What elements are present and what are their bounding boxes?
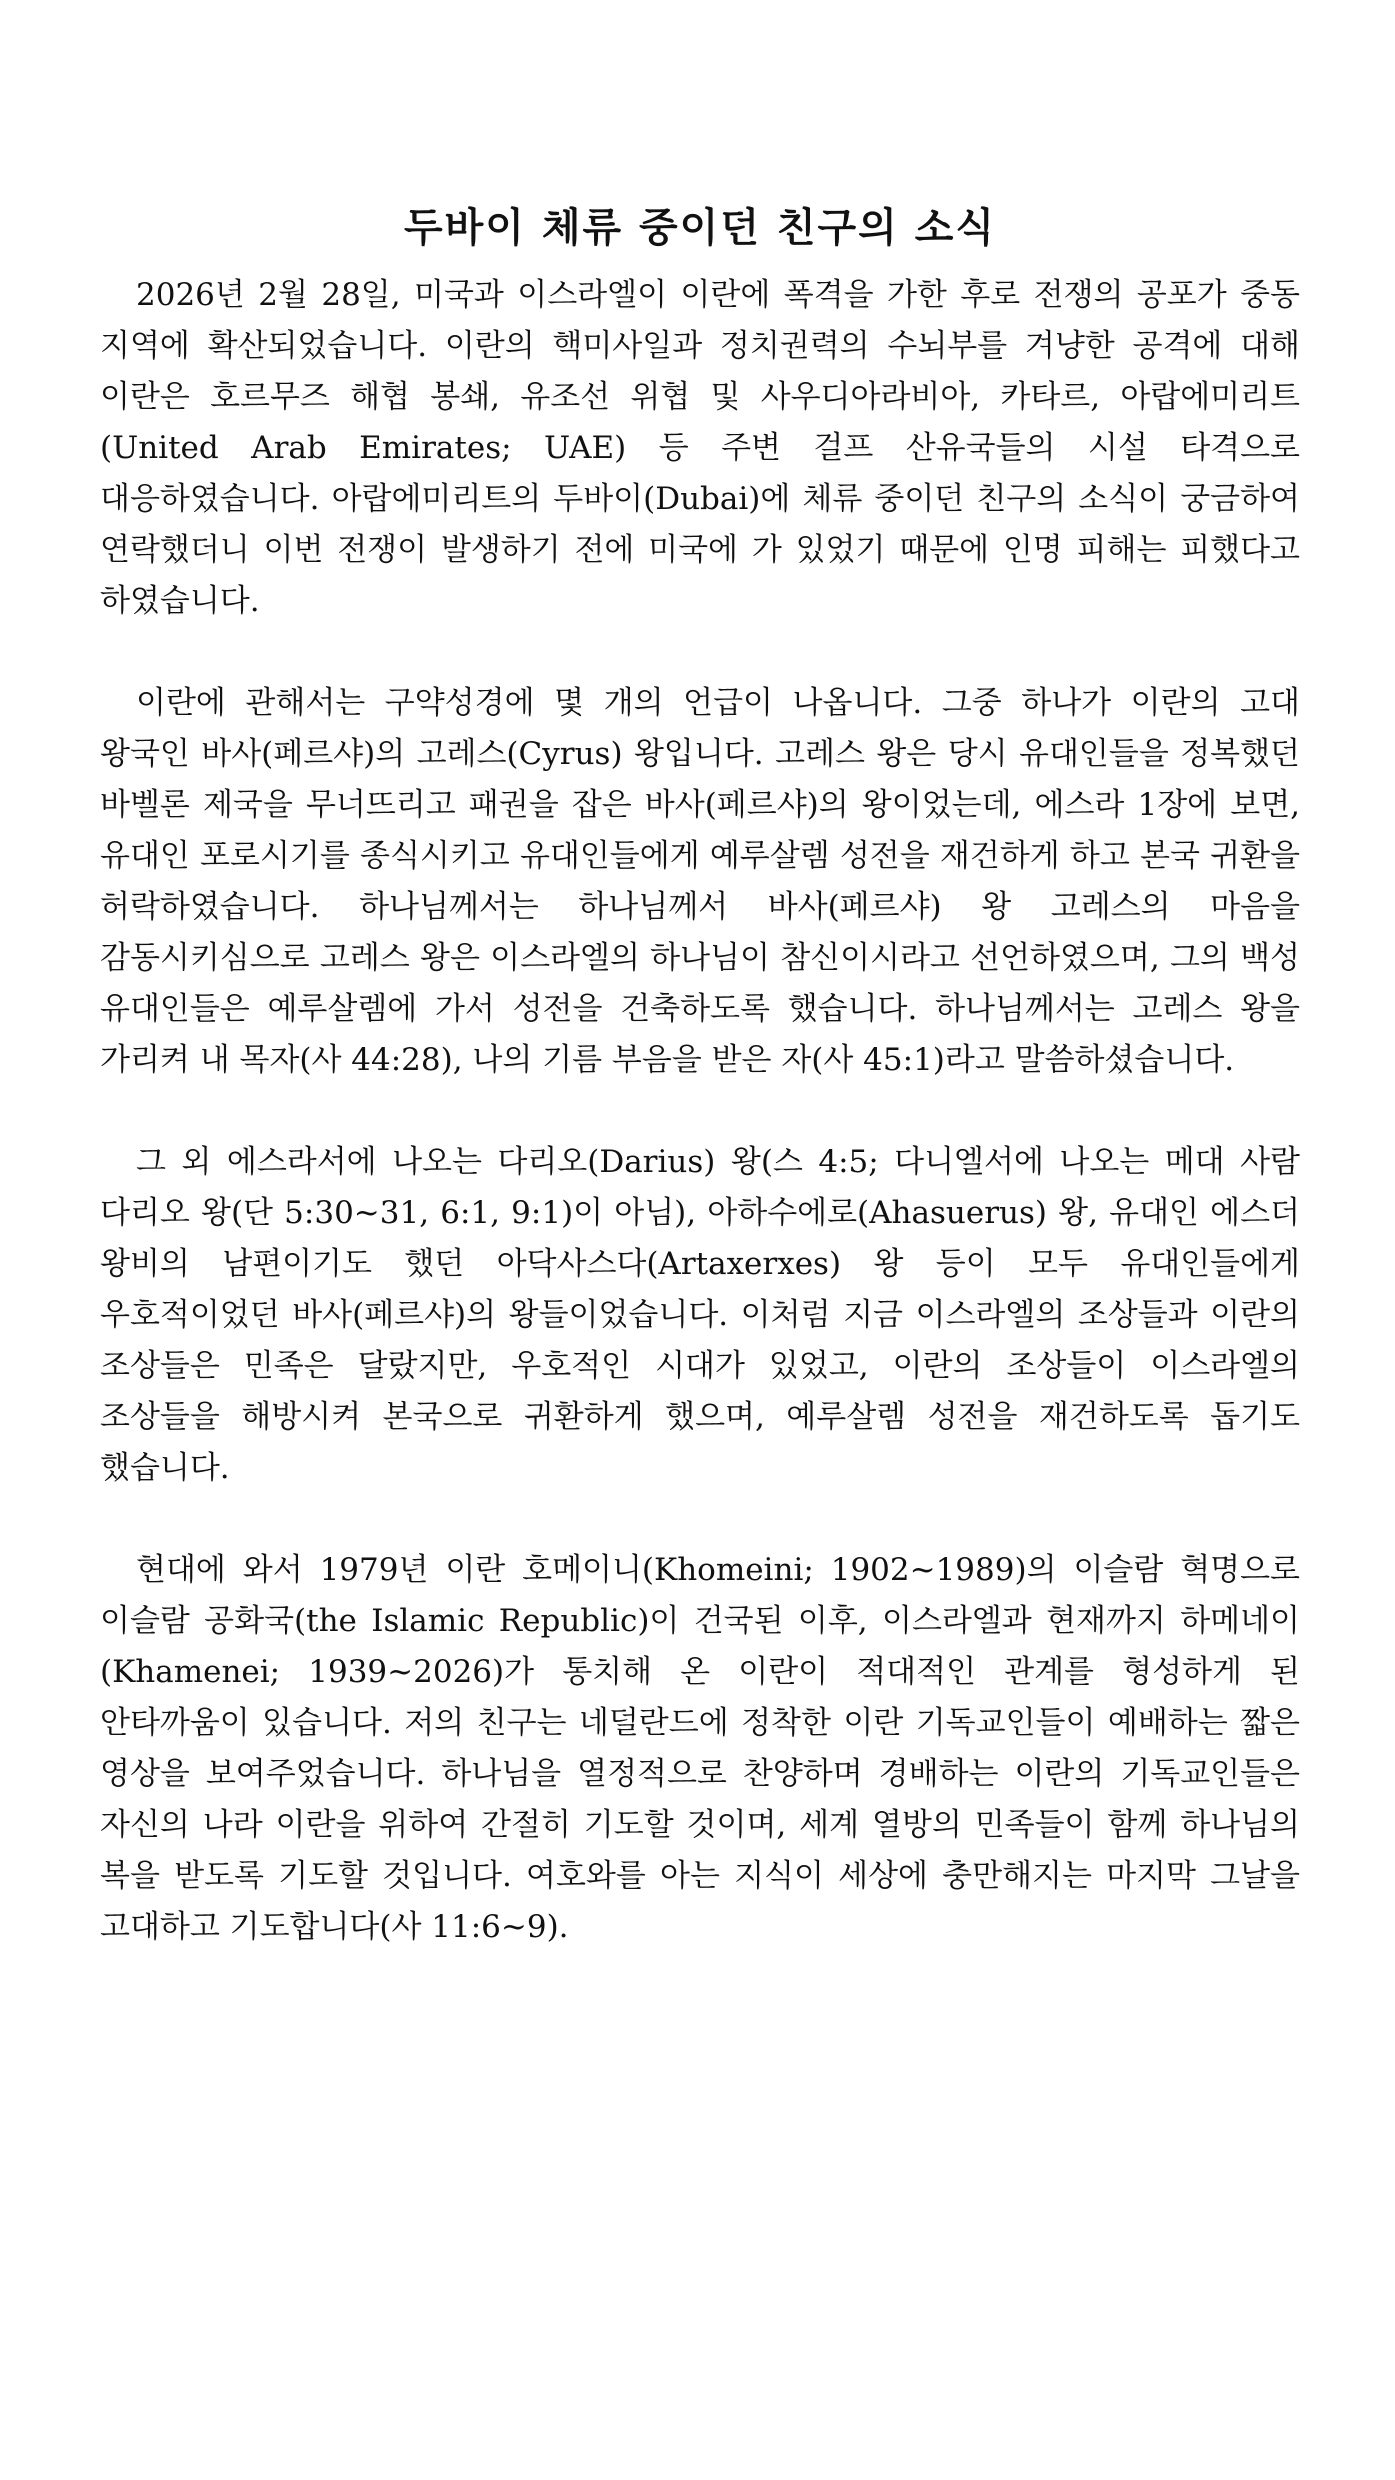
paragraph-dubai-friend: 2026년 2월 28일, 미국과 이스라엘이 이란에 폭격을 가한 후로 전쟁의 공포가 중동 지역에 확산되었습니다. 이란의 핵미사일과 정치권력의 수뇌부를 겨냥한 공격에 대해 이란은 호르무즈 해협 봉쇄, 유조선 위협 및 사우디아라비아, 카타르, 아랍에미리트(United Arab Emirates; UAE) 등 주변 걸프 산유국들의 시설 타격으로 대응하였습니다. 아랍에미리트의 두바이(Dubai)에 체류 중이던 친구의 소식이 궁금하여 연락했더니 이번 전쟁이 발생하기 전에 미국에 가 있었기 때문에 인명 피해는 피했다고 하였습니다. — [100, 277, 1300, 619]
paragraph-cyrus: 이란에 관해서는 구약성경에 몇 개의 언급이 나옵니다. 그중 하나가 이란의 고대 왕국인 바사(페르샤)의 고레스(Cyrus) 왕입니다. 고레스 왕은 당시 유대인들을 정복했던 바벨론 제국을 무너뜨리고 패권을 잡은 바사(페르샤)의 왕이었는데, 에스라 1장에 보면, 유대인 포로시기를 종식시키고 유대인들에게 예루살렘 성전을 재건하게 하고 본국 귀환을 허락하였습니다. 하나님께서는 하나님께서 바사(페르샤) 왕 고레스의 마음을 감동시키심으로 고레스 왕은 이스라엘의 하나님이 참신이시라고 선언하였으며, 그의 백성 유대인들은 예루살렘에 가서 성전을 건축하도록 했습니다. 하나님께서는 고레스 왕을 가리켜 내 목자(사 44:28), 나의 기름 부음을 받은 자(사 45:1)라고 말씀하셨습니다. — [100, 685, 1300, 1078]
document-title: 두바이 체류 중이던 친구의 소식 — [403, 205, 997, 251]
paragraph-persian-kings: 그 외 에스라서에 나오는 다리오(Darius) 왕(스 4:5; 다니엘서에 나오는 메대 사람 다리오 왕(단 5:30~31, 6:1, 9:1)이 아님), 아하수에로(Ahasuerus) 왕, 유대인 에스더 왕비의 남편이기도 했던 아닥사스다(Artaxerxes) 왕 등이 모두 유대인들에게 우호적이었던 바사(페르샤)의 왕들이었습니다. 이처럼 지금 이스라엘의 조상들과 이란의 조상들은 민족은 달랐지만, 우호적인 시대가 있었고, 이란의 조상들이 이스라엘의 조상들을 해방시켜 본국으로 귀환하게 했으며, 예루살렘 성전을 재건하도록 돕기도 했습니다. — [100, 1144, 1300, 1486]
document-page — [100, 200, 1300, 2004]
paragraph-modern-iran: 현대에 와서 1979년 이란 호메이니(Khomeini; 1902~1989)의 이슬람 혁명으로 이슬람 공화국(the Islamic Republic)이 건국된 이후, 이스라엘과 현재까지 하메네이(Khamenei; 1939~2026)가 통치해 온 이란이 적대적인 관계를 형성하게 된 안타까움이 있습니다. 저의 친구는 네덜란드에 정착한 이란 기독교인들이 예배하는 짧은 영상을 보여주었습니다. 하나님을 열정적으로 찬양하며 경배하는 이란의 기독교인들은 자신의 나라 이란을 위하여 간절히 기도할 것이며, 세계 열방의 민족들이 함께 하나님의 복을 받도록 기도할 것입니다. 여호와를 아는 지식이 세상에 충만해지는 마지막 그날을 고대하고 기도합니다(사 11:6~9). — [100, 1552, 1300, 1945]
